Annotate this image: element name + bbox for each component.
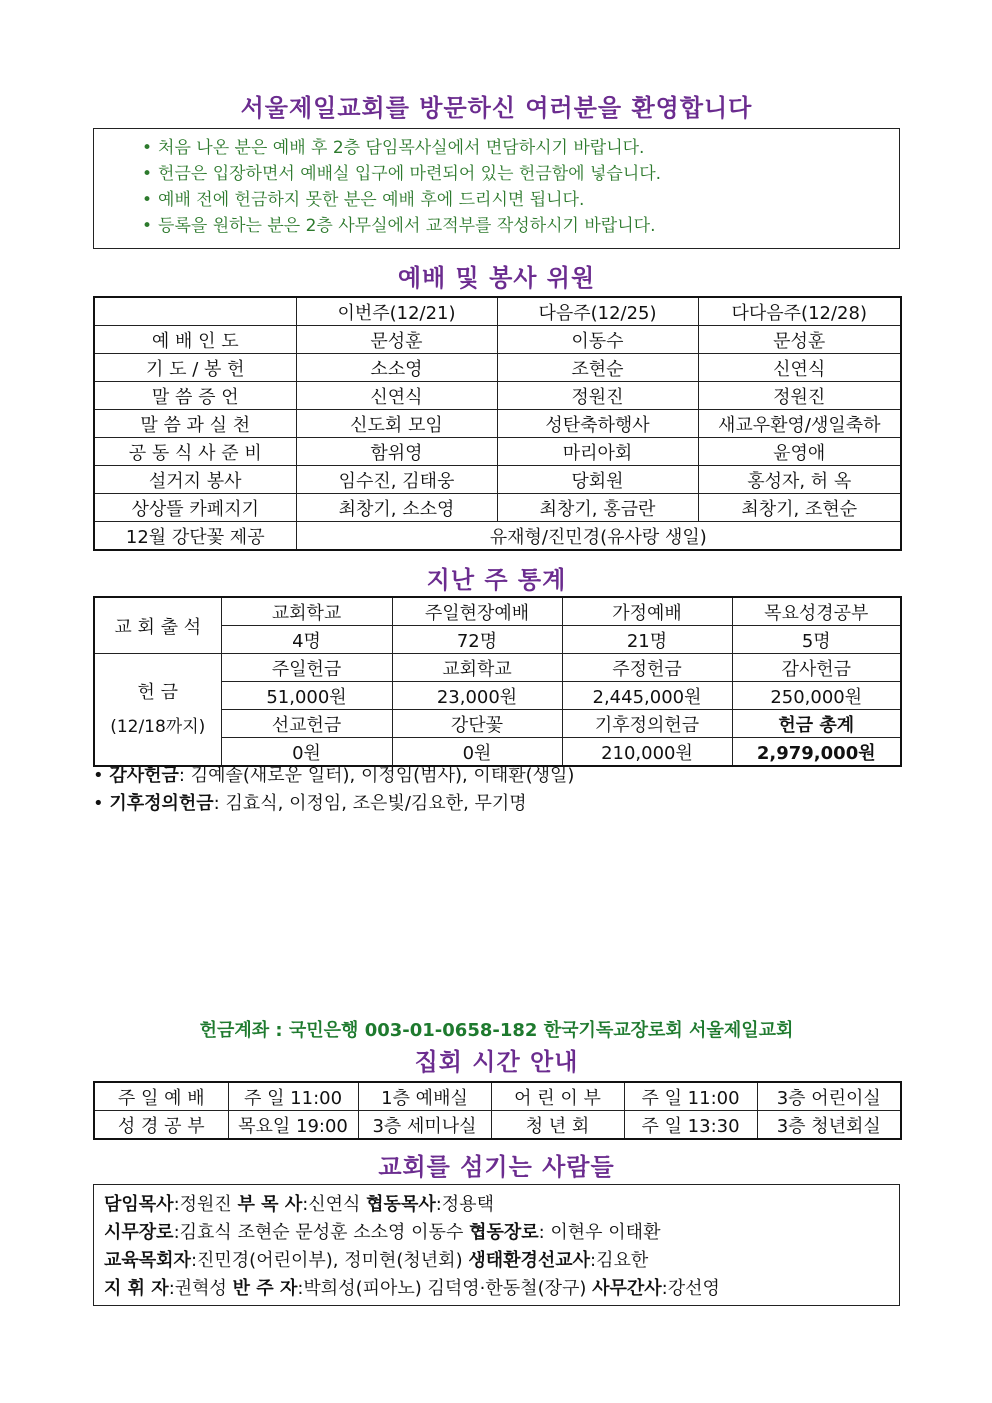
- header-cell: 선교헌금: [221, 710, 392, 738]
- meetings-table: [93, 1081, 900, 1140]
- table-cell: 조현순: [497, 354, 698, 382]
- header-cell: 다다음주(12/28): [698, 297, 901, 326]
- header-cell: 이번주(12/21): [296, 297, 497, 326]
- table-cell: 0원: [392, 738, 562, 767]
- header-cell: 교회학교: [392, 654, 562, 682]
- table-cell: 72명: [392, 626, 562, 654]
- table-cell: 임수진, 김태웅: [296, 466, 497, 494]
- staff-line: 지 휘 자:권혁성 반 주 자:박희성(피아노) 김덕영·한동철(장구) 사무간사:강선영: [104, 1278, 720, 1299]
- role-cell: 말 씀 증 언: [94, 382, 296, 410]
- table-cell: 마리아회: [497, 438, 698, 466]
- header-cell: 교회학교: [221, 597, 392, 626]
- header-cell: 강단꽃: [392, 710, 562, 738]
- table-cell: 홍성자, 허 옥: [698, 466, 901, 494]
- table-row: [94, 654, 901, 682]
- table-cell: 신연식: [698, 354, 901, 382]
- table-cell: 성 경 공 부: [94, 1111, 228, 1140]
- staff-line: 담임목사:정원진 부 목 사:신연식 협동목사:정용택: [104, 1194, 494, 1215]
- table-row: [94, 494, 901, 522]
- meetings-title: 집회 시간 안내: [414, 1048, 579, 1076]
- table-cell: 윤영애: [698, 438, 901, 466]
- table-row: [94, 326, 901, 354]
- role-cell: 12월 강단꽃 제공: [94, 522, 296, 551]
- total-header-cell: 헌금 총계: [732, 710, 901, 738]
- table-cell: 주 일 예 배: [94, 1082, 228, 1111]
- welcome-title: 서울제일교회를 방문하신 여러분을 환영합니다: [240, 94, 753, 122]
- role-cell: 예 배 인 도: [94, 326, 296, 354]
- table-cell: 신연식: [296, 382, 497, 410]
- header-cell: 다음주(12/25): [497, 297, 698, 326]
- table-cell: 성탄축하행사: [497, 410, 698, 438]
- header-cell: 가정예배: [562, 597, 732, 626]
- table-cell: 청 년 회: [491, 1111, 624, 1140]
- service-title: 예배 및 봉사 위원: [397, 264, 596, 292]
- table-cell: 4명: [221, 626, 392, 654]
- thanks-note: • 감사헌금: 김예솔(새로운 일터), 이정임(범사), 이태환(생일): [93, 765, 575, 786]
- table-cell: 주 일 13:30: [624, 1111, 757, 1140]
- table-cell: 어 린 이 부: [491, 1082, 624, 1111]
- table-cell: 문성훈: [296, 326, 497, 354]
- total-value-cell: 2,979,000원: [732, 738, 901, 767]
- table-cell: 2,445,000원: [562, 682, 732, 710]
- table-cell: 23,000원: [392, 682, 562, 710]
- table-cell: 문성훈: [698, 326, 901, 354]
- welcome-line: • 처음 나온 분은 예배 후 2층 담임목사실에서 면담하시기 바랍니다.: [142, 138, 645, 158]
- table-cell: 주 일 11:00: [228, 1082, 358, 1111]
- staff-box: [93, 1184, 900, 1306]
- table-cell: 소소영: [296, 354, 497, 382]
- header-cell: 감사헌금: [732, 654, 901, 682]
- table-cell: 목요일 19:00: [228, 1111, 358, 1140]
- table-row: [94, 438, 901, 466]
- offering-label-text: 헌 금: [137, 681, 178, 703]
- table-cell: 최창기, 조현순: [698, 494, 901, 522]
- table-cell: 새교우환영/생일축하: [698, 410, 901, 438]
- role-cell: 상상뜰 카페지기: [94, 494, 296, 522]
- role-cell: 기 도 / 봉 헌: [94, 354, 296, 382]
- role-cell: 말 씀 과 실 천: [94, 410, 296, 438]
- attendance-label: 교 회 출 석: [94, 597, 221, 654]
- table-row: [94, 354, 901, 382]
- table-row: [94, 410, 901, 438]
- offering-notes: [93, 762, 900, 818]
- header-cell: 목요성경공부: [732, 597, 901, 626]
- table-cell: 21명: [562, 626, 732, 654]
- table-row: [94, 297, 901, 326]
- welcome-line: • 예배 전에 헌금하지 못한 분은 예배 후에 드리시면 됩니다.: [142, 190, 585, 210]
- welcome-line: • 등록을 원하는 분은 2층 사무실에서 교적부를 작성하시기 바랍니다.: [142, 216, 656, 236]
- table-row: [94, 1111, 901, 1140]
- table-cell: 51,000원: [221, 682, 392, 710]
- table-cell: 210,000원: [562, 738, 732, 767]
- header-cell: 주정헌금: [562, 654, 732, 682]
- table-cell: 신도회 모임: [296, 410, 497, 438]
- table-cell: 정원진: [497, 382, 698, 410]
- table-cell: 3층 청년회실: [757, 1111, 901, 1140]
- table-cell: 이동수: [497, 326, 698, 354]
- table-cell: 주 일 11:00: [624, 1082, 757, 1111]
- stats-title: 지난 주 통계: [426, 566, 567, 594]
- table-row: [94, 382, 901, 410]
- table-cell: 0원: [221, 738, 392, 767]
- table-cell: 함위영: [296, 438, 497, 466]
- staff-line: 시무장로:김효식 조현순 문성훈 소소영 이동수 협동장로: 이현우 이태환: [104, 1222, 661, 1243]
- offering-label: [94, 654, 221, 767]
- header-cell: 기후정의헌금: [562, 710, 732, 738]
- table-cell: 1층 예배실: [358, 1082, 491, 1111]
- table-cell: 당회원: [497, 466, 698, 494]
- table-cell: 3층 어린이실: [757, 1082, 901, 1111]
- welcome-box: [93, 128, 900, 249]
- offering-period: (12/18까지): [110, 716, 206, 737]
- header-cell: 주일헌금: [221, 654, 392, 682]
- header-cell: 주일현장예배: [392, 597, 562, 626]
- staff-title: 교회를 섬기는 사람들: [378, 1153, 615, 1181]
- table-row: [94, 597, 901, 626]
- table-row: [94, 466, 901, 494]
- table-cell: 250,000원: [732, 682, 901, 710]
- header-cell: [94, 297, 296, 326]
- stats-table: [93, 596, 900, 767]
- role-cell: 설거지 봉사: [94, 466, 296, 494]
- staff-line: 교육목회자:진민경(어린이부), 정미현(청년회) 생태환경선교사:김요한: [104, 1250, 649, 1271]
- role-cell: 공 동 식 사 준 비: [94, 438, 296, 466]
- climate-note: • 기후정의헌금: 김효식, 이정임, 조은빛/김요한, 무기명: [93, 793, 527, 814]
- table-cell: 유재형/진민경(유사랑 생일): [296, 522, 901, 551]
- table-cell: 5명: [732, 626, 901, 654]
- table-cell: 정원진: [698, 382, 901, 410]
- table-row: [94, 522, 901, 551]
- table-cell: 3층 세미나실: [358, 1111, 491, 1140]
- table-row: [94, 1082, 901, 1111]
- table-cell: 최창기, 소소영: [296, 494, 497, 522]
- account-info: 헌금계좌 : 국민은행 003-01-0658-182 한국기독교장로회 서울제일교회: [199, 1020, 794, 1041]
- welcome-line: • 헌금은 입장하면서 예배실 입구에 마련되어 있는 헌금함에 넣습니다.: [142, 164, 662, 184]
- table-cell: 최창기, 홍금란: [497, 494, 698, 522]
- service-table: [93, 296, 900, 551]
